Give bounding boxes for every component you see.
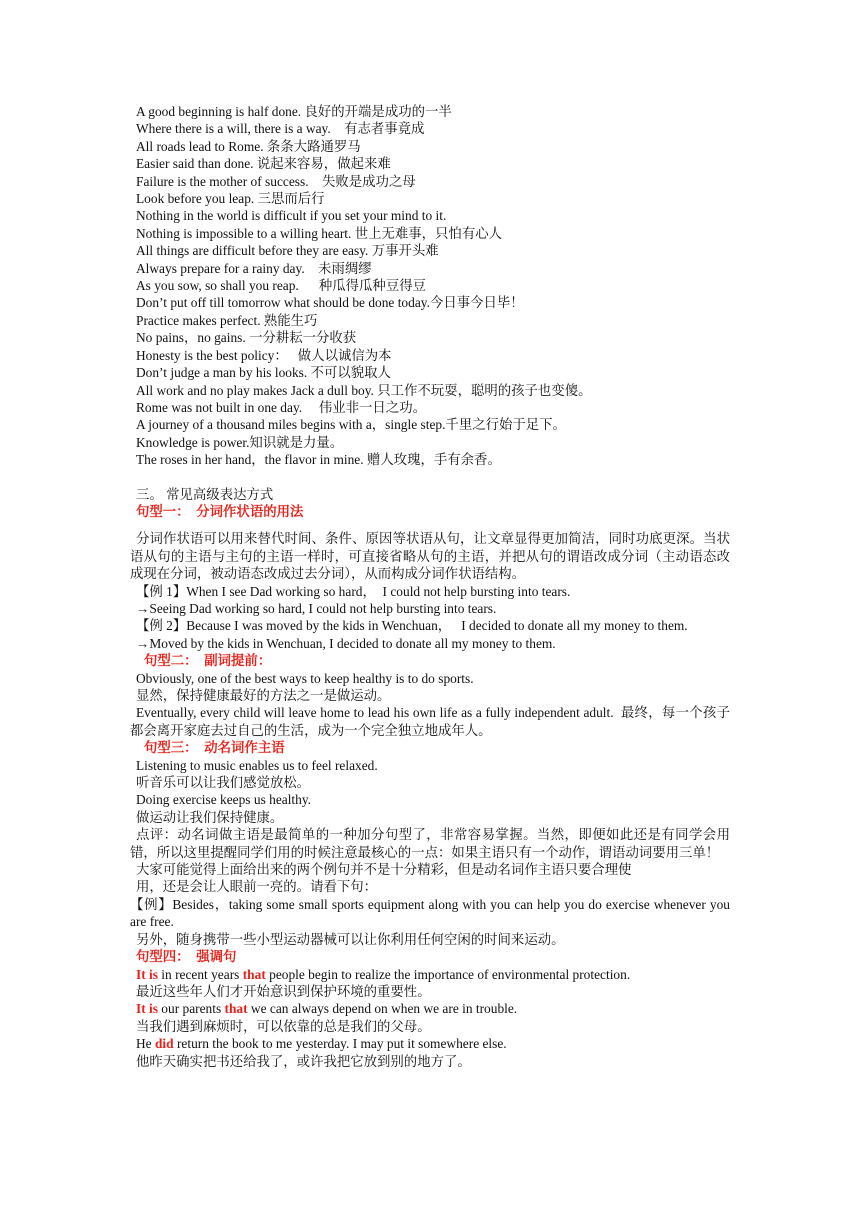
proverb-item: Look before you leap. 三思而后行: [136, 191, 325, 207]
emphasis-sentence-2: [130, 1000, 730, 1017]
sentence-text: our parents: [157, 1001, 225, 1017]
emphasis-keyword: did: [154, 1036, 174, 1052]
example-1-rewrite: →Seeing Dad working so hard, I could not help bursting into tears.: [136, 600, 497, 616]
sentence-text: we can always depend on when we are in trouble.: [247, 1001, 518, 1017]
proverb-item: A journey of a thousand miles begins with a，single step.千里之行始于足下。: [136, 417, 566, 433]
proverb-list: [130, 103, 730, 469]
proverb-item: Don’t put off till tomorrow what should be done today.今日事今日毕！: [136, 295, 524, 311]
emphasis-sentence-3: [130, 1035, 730, 1052]
proverb-item: No pains，no gains. 一分耕耘一分收获: [136, 330, 357, 346]
pattern-1-title: 句型一： 分词作状语的用法: [136, 503, 304, 519]
pattern-3-title: 句型三： 动名词作主语: [144, 740, 285, 756]
proverb-item: Honesty is the best policy： 做人以诚信为本: [136, 347, 392, 363]
emphasis-keyword: that: [224, 1001, 248, 1017]
example-2: 【例 2】Because I was moved by the kids in Wenchuan， I decided to donate all my money to them.: [136, 618, 688, 634]
emphasis-sentence-1: [130, 966, 730, 983]
pattern-2-example-cn: 显然，保持健康最好的方法之一是做运动。: [136, 688, 391, 703]
pattern-3-example-cn: 另外，随身携带一些小型运动器械可以让你利用任何空闲的时间来运动。: [136, 931, 565, 947]
sentence-text: return the book to me yesterday. I may put it somewhere else.: [173, 1036, 507, 1052]
example-1: 【例 1】When I see Dad working so hard， I could not help bursting into tears.: [136, 583, 571, 599]
emphasis-sentence-2-cn: 当我们遇到麻烦时，可以依靠的总是我们的父母。: [136, 1018, 431, 1034]
proverb-item: Nothing is impossible to a willing heart. 世上无难事，只怕有心人: [136, 225, 502, 241]
pattern-2-title: 句型二： 副词提前：: [144, 653, 272, 669]
proverb-item: Failure is the mother of success. 失败是成功之母: [136, 173, 416, 189]
proverb-item: As you sow, so shall you reap. 种瓜得瓜种豆得豆: [136, 278, 426, 294]
proverb-item: All roads lead to Rome. 条条大路通罗马: [136, 138, 361, 154]
document-page: [130, 103, 730, 1070]
emphasis-sentence-1-cn: 最近这些年人们才开始意识到保护环境的重要性。: [136, 983, 431, 999]
pattern-4-title: 句型四： 强调句: [136, 949, 237, 965]
pattern-1-paragraph: 分词作状语可以用来替代时间、条件、原因等状语从句，让文章显得更加简洁，同时功底更深。当状语从句的主语与主句的主语一样时，可直接省略从句的主语，并把从句的谓语改成分词（主动语态改成现在分词，被动语态改成过去分词），从而构成分词作状语结构。: [130, 531, 730, 582]
emphasis-keyword: It is: [136, 966, 158, 982]
proverb-item: Practice makes perfect. 熟能生巧: [136, 312, 318, 328]
proverb-item: Always prepare for a rainy day. 未雨绸缪: [136, 260, 372, 276]
proverb-item: Nothing in the world is difficult if you set your mind to it.: [136, 208, 447, 224]
proverb-item: All things are difficult before they are easy. 万事开头难: [136, 243, 439, 259]
proverb-item: The roses in her hand，the flavor in mine. 赠人玫瑰，手有余香。: [136, 452, 501, 468]
pattern-3-example-cn: 听音乐可以让我们感觉放松。: [136, 775, 311, 791]
pattern-3-note: 大家可能觉得上面给出来的两个例句并不是十分精彩，但是动名词作主语只要合理使: [136, 862, 632, 878]
proverb-item: Where there is a will, there is a way. 有志者事竟成: [136, 121, 425, 137]
pattern-3-comment: 点评：动名词做主语是最简单的一种加分句型了，非常容易掌握。当然，即便如此还是有同学会用错，所以这里提醒同学们用的时候注意最核心的一点：如果主语只有一个动作，谓语动词要用三单！: [130, 827, 730, 860]
pattern-3-example: 【例】Besides，taking some small sports equipment along with you can help you do exercise whenever you are free.: [130, 896, 730, 930]
emphasis-keyword: It is: [136, 1001, 158, 1017]
sentence-text: people begin to realize the importance of environmental protection.: [265, 966, 631, 982]
pattern-3-example-en: Doing exercise keeps us healthy.: [136, 792, 312, 808]
example-2-rewrite: →Moved by the kids in Wenchuan, I decided to donate all my money to them.: [136, 635, 556, 651]
proverb-item: Knowledge is power.知识就是力量。: [136, 434, 344, 450]
pattern-2-example-2: Eventually, every child will leave home to lead his own life as a fully independent adult. 最终，每一个孩子都会离开家庭去过自己的生活，成为一个完全独立地成年人。: [130, 705, 730, 738]
emphasis-sentence-3-cn: 他昨天确实把书还给我了，或许我把它放到别的地方了。: [136, 1053, 471, 1069]
pattern-3-example-en: Listening to music enables us to feel relaxed.: [136, 757, 378, 773]
section-title: 三。 常见高级表达方式: [136, 486, 274, 502]
sentence-text: He: [136, 1036, 155, 1052]
proverb-item: Don’t judge a man by his looks. 不可以貌取人: [136, 365, 391, 381]
pattern-2-example-en: Obviously, one of the best ways to keep healthy is to do sports.: [136, 670, 474, 686]
proverb-item: A good beginning is half done. 良好的开端是成功的一半: [136, 104, 452, 119]
proverb-item: Easier said than done. 说起来容易，做起来难: [136, 156, 391, 172]
pattern-3-example-cn: 做运动让我们保持健康。: [136, 809, 284, 825]
proverb-item: Rome was not built in one day. 伟业非一日之功。: [136, 399, 426, 415]
pattern-3-note: 用，还是会让人眼前一亮的。请看下句：: [136, 879, 378, 895]
proverb-item: All work and no play makes Jack a dull boy. 只工作不玩耍，聪明的孩子也变傻。: [136, 382, 592, 398]
sentence-text: in recent years: [157, 966, 243, 982]
emphasis-keyword: that: [242, 966, 266, 982]
